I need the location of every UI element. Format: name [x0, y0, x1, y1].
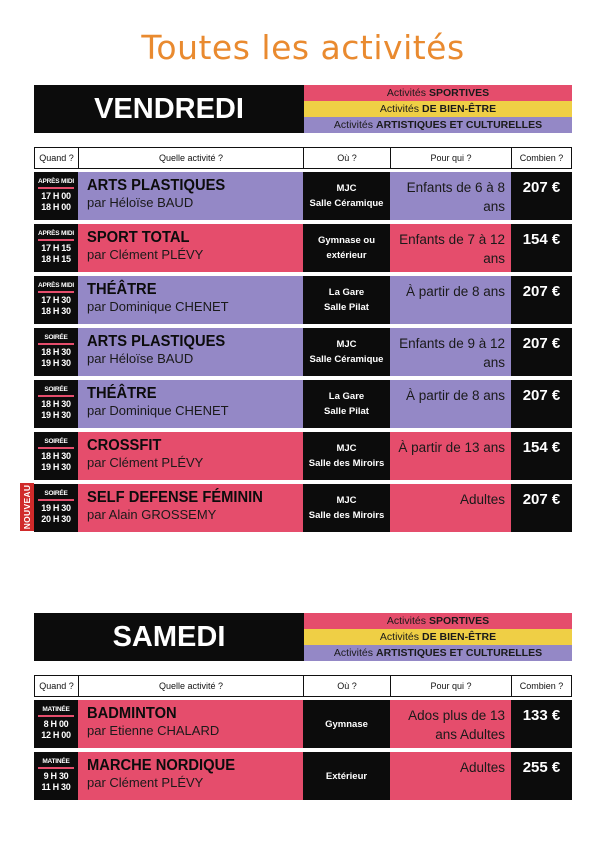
price-text: 207 € [522, 387, 561, 404]
where-line-1: Gymnase [325, 718, 368, 730]
price-cell [511, 172, 572, 220]
audience-text: Enfants de 7 à 12 ans [399, 232, 505, 266]
where-cell [303, 328, 390, 376]
legend-sport: Activités SPORTIVES [304, 613, 572, 629]
start-time: 18 H 30 [41, 451, 71, 461]
price-text: 133 € [522, 707, 561, 724]
activity-name: THÉÂTRE [87, 281, 157, 298]
day-name: SAMEDI [34, 613, 304, 661]
activity-row [34, 432, 572, 480]
day-header [34, 85, 572, 133]
col-where: Où ? [303, 147, 390, 169]
audience-text: À partir de 8 ans [405, 284, 505, 299]
col-price: Combien ? [511, 147, 572, 169]
activity-name: SELF DEFENSE FÉMININ [87, 489, 263, 506]
when-cell [34, 172, 78, 220]
activity-cell [78, 484, 303, 532]
where-cell [303, 380, 390, 428]
activity-instructor: par Clément PLÉVY [87, 455, 204, 470]
where-line-1: Extérieur [325, 770, 368, 782]
start-time: 17 H 00 [41, 191, 71, 201]
price-text: 154 € [522, 439, 561, 456]
where-line-1: MJC [336, 339, 357, 350]
audience-cell [390, 752, 511, 800]
audience-text: Adultes [459, 760, 505, 775]
column-headers [34, 147, 572, 169]
new-badge: NOUVEAU [22, 484, 32, 530]
column-headers [34, 675, 572, 697]
where-cell [303, 484, 390, 532]
price-text: 154 € [522, 231, 561, 248]
price-cell [511, 224, 572, 272]
where-line-1: La Gare [328, 287, 365, 298]
day-header [34, 613, 572, 661]
price-cell [511, 328, 572, 376]
audience-text: À partir de 13 ans [398, 440, 505, 455]
audience-text: Adultes [459, 492, 505, 507]
category-legend [304, 613, 572, 661]
audience-text: Enfants de 6 à 8 ans [406, 180, 505, 214]
col-activity: Quelle activité ? [78, 147, 303, 169]
activity-instructor: par Héloïse BAUD [87, 351, 194, 366]
start-time: 8 H 00 [43, 719, 69, 729]
audience-cell [390, 172, 511, 220]
activity-row [34, 700, 572, 748]
where-line-1: MJC [336, 443, 357, 454]
where-line-1: MJC [336, 183, 357, 194]
end-time: 19 H 30 [41, 462, 71, 472]
activity-name: MARCHE NORDIQUE [87, 757, 236, 774]
price-cell [511, 276, 572, 324]
where-cell [303, 700, 390, 748]
activity-cell [78, 172, 303, 220]
where-cell [303, 224, 390, 272]
friday-section [34, 85, 572, 536]
price-cell [511, 752, 572, 800]
audience-text: Ados plus de 13 ans Adultes [408, 708, 505, 742]
when-cell [34, 224, 78, 272]
activity-cell [78, 700, 303, 748]
col-where: Où ? [303, 675, 390, 697]
price-cell [511, 432, 572, 480]
col-when: Quand ? [34, 147, 78, 169]
when-cell [34, 700, 78, 748]
audience-cell [390, 484, 511, 532]
where-line-1: MJC [336, 495, 357, 506]
activity-rows [34, 172, 572, 536]
end-time: 18 H 30 [41, 306, 71, 316]
activity-instructor: par Héloïse BAUD [87, 195, 194, 210]
start-time: 18 H 30 [41, 347, 71, 357]
when-label: APRÈS MIDI [38, 229, 74, 241]
col-when: Quand ? [34, 675, 78, 697]
activity-cell [78, 276, 303, 324]
when-label: SOIRÉE [38, 437, 74, 449]
legend-bien-etre: Activités DE BIEN-ÊTRE [304, 629, 572, 645]
activity-row [34, 484, 572, 532]
activity-instructor: par Dominique CHENET [87, 403, 229, 418]
end-time: 12 H 00 [41, 730, 71, 740]
activity-cell [78, 380, 303, 428]
start-time: 17 H 15 [41, 243, 71, 253]
activity-instructor: par Alain GROSSEMY [87, 507, 217, 522]
where-line-2: Salle des Miroirs [308, 458, 385, 469]
where-line-2: extérieur [326, 250, 367, 261]
activity-row [34, 224, 572, 272]
activity-name: BADMINTON [87, 705, 177, 722]
price-text: 207 € [522, 283, 561, 300]
day-name: VENDREDI [34, 85, 304, 133]
legend-art: Activités ARTISTIQUES ET CULTURELLES [304, 645, 572, 661]
price-text: 207 € [522, 179, 561, 196]
activity-row [34, 172, 572, 220]
legend-sport: Activités SPORTIVES [304, 85, 572, 101]
end-time: 20 H 30 [41, 514, 71, 524]
when-cell [34, 328, 78, 376]
start-time: 19 H 30 [41, 503, 71, 513]
col-who: Pour qui ? [390, 675, 511, 697]
when-label: APRÈS MIDI [38, 177, 74, 189]
end-time: 19 H 30 [41, 410, 71, 420]
start-time: 9 H 30 [43, 771, 69, 781]
activity-instructor: par Clément PLÉVY [87, 247, 204, 262]
where-line-1: La Gare [328, 391, 365, 402]
col-price: Combien ? [511, 675, 572, 697]
audience-text: Enfants de 9 à 12 ans [399, 336, 505, 370]
when-cell [34, 752, 78, 800]
when-label: SOIRÉE [38, 385, 74, 397]
when-cell [34, 276, 78, 324]
audience-cell [390, 432, 511, 480]
activity-instructor: par Clément PLÉVY [87, 775, 204, 790]
when-label: APRÈS MIDI [38, 281, 74, 293]
where-line-2: Salle Pilat [324, 302, 369, 313]
activity-row [34, 752, 572, 800]
audience-cell [390, 380, 511, 428]
activity-row [34, 380, 572, 428]
saturday-section [34, 613, 572, 804]
page-title: Toutes les activités [141, 28, 465, 67]
legend-bien-etre: Activités DE BIEN-ÊTRE [304, 101, 572, 117]
legend-art: Activités ARTISTIQUES ET CULTURELLES [304, 117, 572, 133]
where-line-2: Salle des Miroirs [308, 510, 385, 521]
where-cell [303, 276, 390, 324]
activity-cell [78, 224, 303, 272]
end-time: 18 H 15 [41, 254, 71, 264]
activity-row [34, 328, 572, 376]
activity-rows [34, 700, 572, 804]
when-label: MATINÉE [38, 705, 74, 717]
col-who: Pour qui ? [390, 147, 511, 169]
audience-cell [390, 700, 511, 748]
audience-cell [390, 328, 511, 376]
when-label: MATINÉE [38, 757, 74, 769]
where-line-2: Salle Céramique [309, 198, 384, 209]
activity-name: SPORT TOTAL [87, 229, 190, 246]
price-cell [511, 700, 572, 748]
activity-cell [78, 432, 303, 480]
when-label: SOIRÉE [38, 489, 74, 501]
activity-name: THÉÂTRE [87, 385, 157, 402]
audience-cell [390, 276, 511, 324]
end-time: 18 H 00 [41, 202, 71, 212]
price-text: 207 € [522, 491, 561, 508]
start-time: 17 H 30 [41, 295, 71, 305]
price-text: 207 € [522, 335, 561, 352]
activity-name: CROSSFIT [87, 437, 162, 454]
category-legend [304, 85, 572, 133]
price-cell [511, 380, 572, 428]
activity-instructor: par Etienne CHALARD [87, 723, 220, 738]
where-line-1: Gymnase ou [317, 235, 376, 246]
where-line-2: Salle Céramique [309, 354, 384, 365]
audience-text: À partir de 8 ans [405, 388, 505, 403]
where-cell [303, 172, 390, 220]
audience-cell [390, 224, 511, 272]
where-line-2: Salle Pilat [324, 406, 369, 417]
activity-instructor: par Dominique CHENET [87, 299, 229, 314]
price-text: 255 € [522, 759, 561, 776]
activity-cell [78, 752, 303, 800]
where-cell [303, 432, 390, 480]
where-cell [303, 752, 390, 800]
col-activity: Quelle activité ? [78, 675, 303, 697]
activity-cell [78, 328, 303, 376]
when-cell [34, 432, 78, 480]
activity-name: ARTS PLASTIQUES [87, 177, 226, 194]
start-time: 18 H 30 [41, 399, 71, 409]
when-cell [34, 380, 78, 428]
when-label: SOIRÉE [38, 333, 74, 345]
activity-row [34, 276, 572, 324]
price-cell [511, 484, 572, 532]
end-time: 11 H 30 [41, 782, 71, 792]
activity-name: ARTS PLASTIQUES [87, 333, 226, 350]
end-time: 19 H 30 [41, 358, 71, 368]
when-cell [34, 484, 78, 532]
